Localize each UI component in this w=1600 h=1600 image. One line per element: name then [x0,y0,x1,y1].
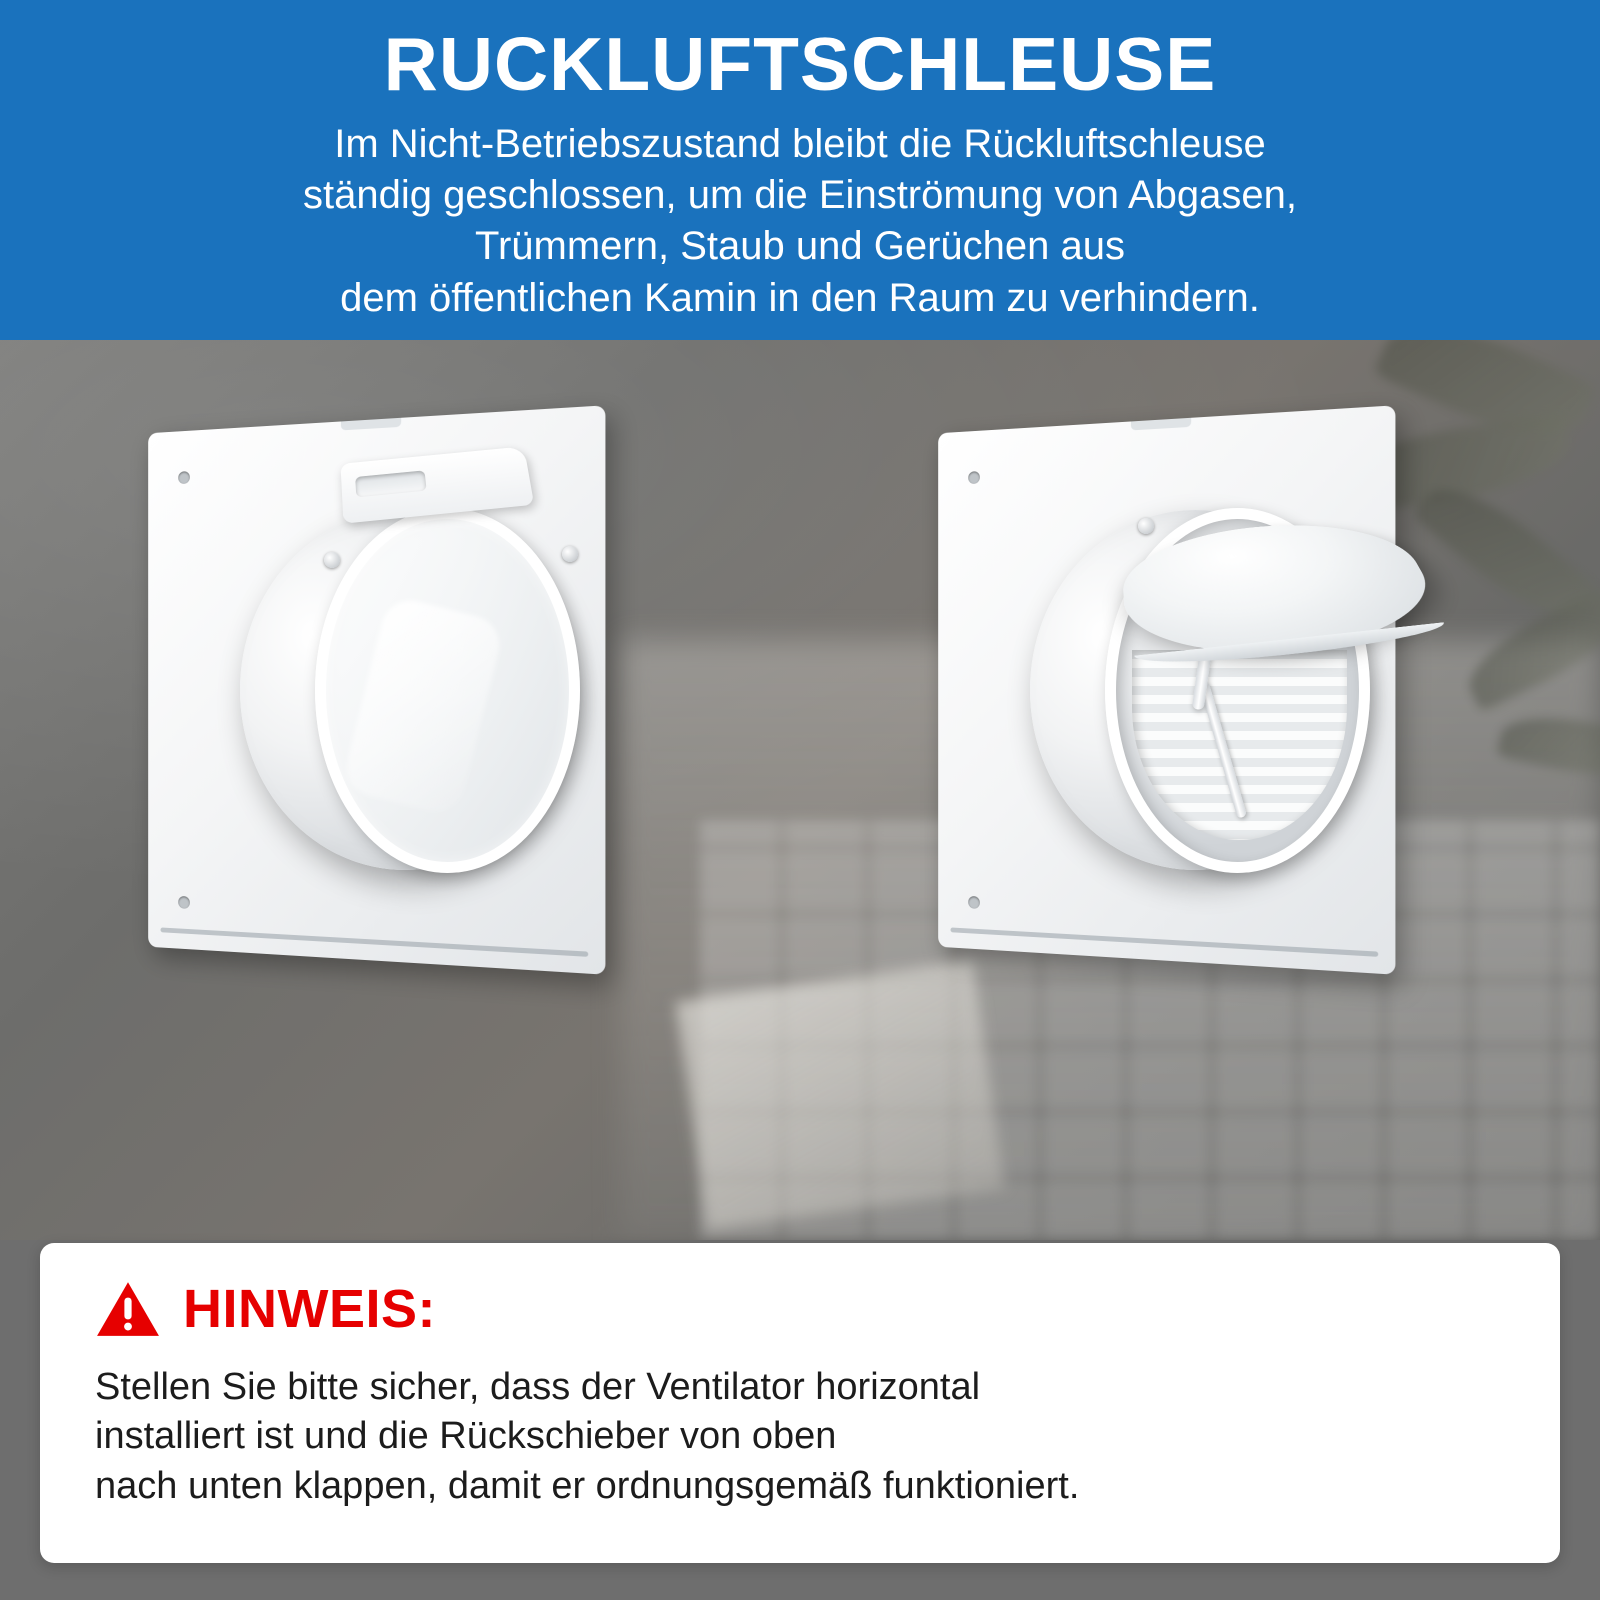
duct-rim [315,508,580,873]
page-title: RUCKLUFTSCHLEUSE [383,22,1217,106]
header-description-line: Trümmern, Staub und Gerüchen aus [475,224,1125,269]
plate-screw-hole [178,471,190,484]
notice-body-line: Stellen Sie bitte sicher, dass der Ventilator horizontal [95,1366,981,1408]
plate-screw-hole [968,896,980,909]
notice-header [95,1271,1520,1347]
product-photo-area [0,340,1600,1240]
background-paper [675,960,1004,1230]
notice-body-line: installiert ist und die Rückschieber von oben [95,1415,837,1458]
plate-screw-hole [968,471,980,484]
hinge-pin-icon [562,546,578,562]
grip-tab-slot [355,470,426,497]
notice-body [95,1363,1520,1511]
plate-seam [951,927,1379,956]
hinge-pin-icon [324,552,340,568]
plate-seam [161,927,589,956]
header-description-line: Im Nicht-Betriebszustand bleibt die Rückluftschleuse [334,122,1266,166]
hinge-pin-icon [1138,518,1154,534]
plate-notch [341,418,401,431]
header-description [40,119,1560,324]
plate-notch [1131,418,1191,431]
vent-unit-closed [110,400,670,1000]
notice-body-line: nach unten klappen, damit er ordnungsgemäß funktioniert. [95,1464,1080,1507]
plate-screw-hole [178,896,190,909]
vent-unit-open [900,400,1460,1000]
warning-triangle-icon [95,1280,161,1338]
header-description-line: dem öffentlichen Kamin in den Raum zu verhindern. [340,275,1260,320]
notice-title: HINWEIS: [183,1279,436,1339]
header-banner [0,0,1600,340]
notice-card [40,1243,1560,1563]
header-description-line: ständig geschlossen, um die Einströmung von Abgasen, [303,173,1297,218]
